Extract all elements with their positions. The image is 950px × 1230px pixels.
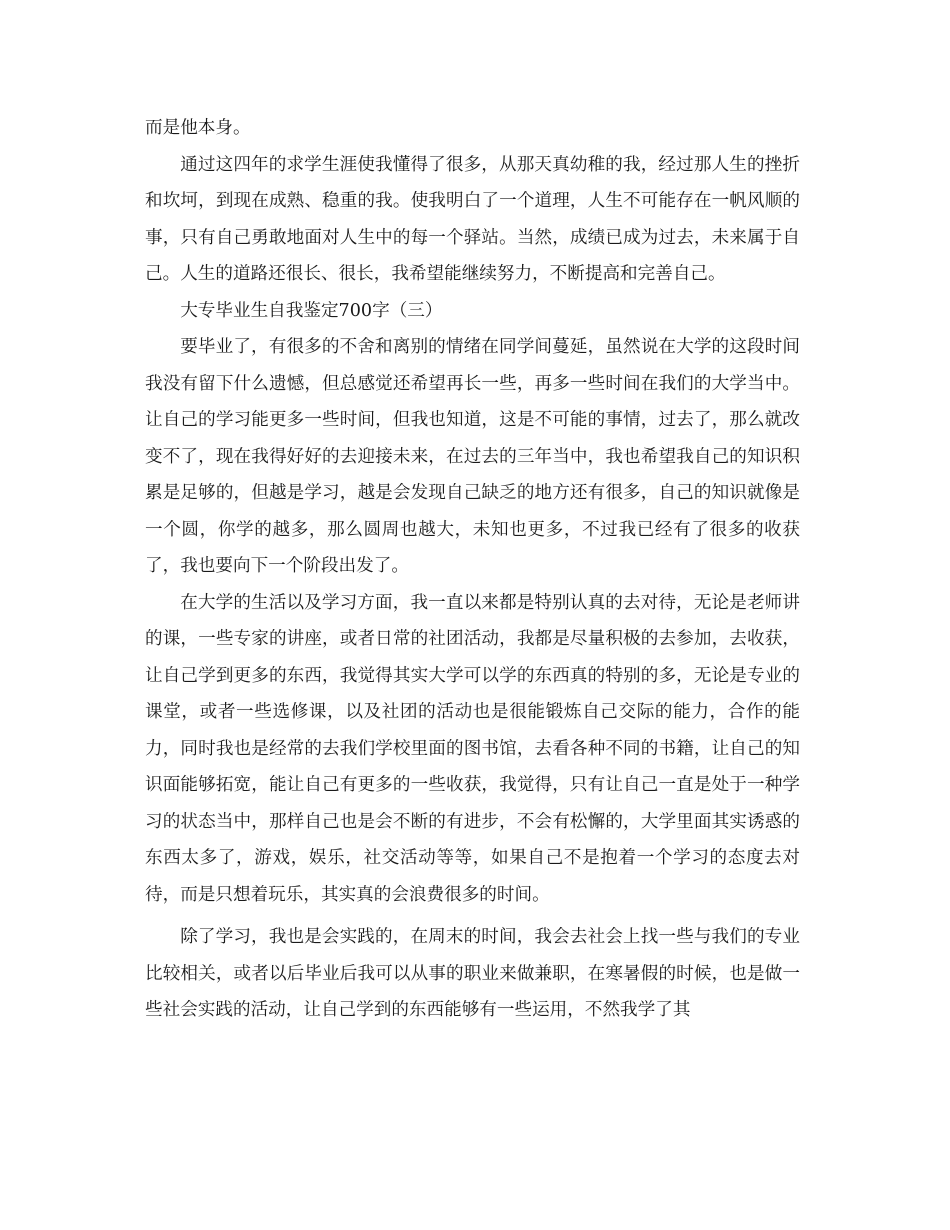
paragraph-practice: 除了学习，我也是会实践的，在周末的时间，我会去社会上找一些与我们的专业比较相关，或者以后毕业后我可以从事的职业来做兼职，在寒暑假的时候，也是做一些社会实践的活动，让自己学到的东西能够有一些运用，不然我学了其	[145, 927, 800, 1020]
paragraph-graduation: 要毕业了，有很多的不舍和离别的情绪在同学间蔓延，虽然说在大学的这段时间我没有留下什么遗憾，但总感觉还希望再长一些，再多一些时间在我们的大学当中。让自己的学习能更多一些时间，但我也知道，这是不可能的事情，过去了，那么就改变不了，现在我得好好的去迎接未来，在过去的三年当中，我也希望我自己的知识积累是足够的，但越是学习，越是会发现自己缺乏的地方还有很多，自己的知识就像是一个圆，你学的越多，那么圆周也越大，未知也更多，不过我已经有了很多的收获了，我也要向下一个阶段出发了。	[145, 337, 800, 576]
paragraph-four-years: 通过这四年的求学生涯使我懂得了很多，从那天真幼稚的我，经过那人生的挫折和坎坷，到现在成熟、稳重的我。使我明白了一个道理，人生不可能存在一帆风顺的事，只有自己勇敢地面对人生中的每一个驿站。当然，成绩已成为过去，未来属于自己。人生的道路还很长、很长，我希望能继续努力，不断提高和完善自己。	[145, 154, 800, 284]
paragraph-continuation: 而是他本身。	[145, 118, 251, 138]
paragraph-study-life: 在大学的生活以及学习方面，我一直以来都是特别认真的去对待，无论是老师讲的课，一些专家的讲座，或者日常的社团活动，我都是尽量积极的去参加，去收获，让自己学到更多的东西，我觉得其实大学可以学的东西真的特别的多，无论是专业的课堂，或者一些选修课，以及社团的活动也是很能锻炼自己交际的能力，合作的能力，同时我也是经常的去我们学校里面的图书馆，去看各种不同的书籍，让自己的知识面能够拓宽，能让自己有更多的一些收获，我觉得，只有让自己一直是处于一种学习的状态当中，那样自己也是会不断的有进步，不会有松懈的，大学里面其实诱惑的东西太多了，游戏，娱乐，社交活动等等，如果自己不是抱着一个学习的态度去对待，而是只想着玩乐，其实真的会浪费很多的时间。	[145, 592, 800, 905]
body-text	[145, 110, 800, 1029]
section-heading: 大专毕业生自我鉴定700字（三）	[180, 300, 443, 321]
